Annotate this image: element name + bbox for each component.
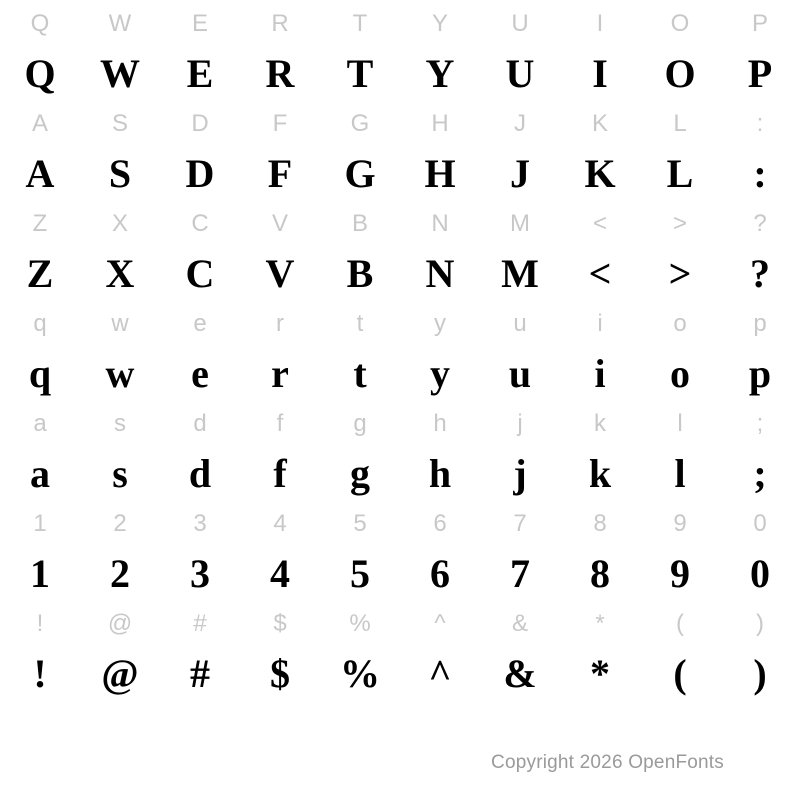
glyph-label-row	[0, 4, 800, 44]
glyph-sample-cell: %	[340, 651, 380, 696]
glyph-sample-cell: w	[105, 351, 135, 396]
glyph-sample-cell: 1	[30, 551, 50, 596]
glyph-sample-cell: @	[101, 651, 139, 696]
glyph-label-cell: u	[513, 310, 527, 337]
glyph-label-cell: G	[350, 110, 370, 137]
glyph-label-cell: ^	[434, 610, 446, 637]
glyph-sample-cell: S	[108, 151, 132, 196]
glyph-label-cell: y	[434, 310, 446, 337]
glyph-label-cell: 1	[33, 510, 47, 537]
glyph-label-cell: >	[672, 210, 687, 237]
glyph-sample-cell: g	[350, 451, 370, 496]
glyph-sample-cell: ^	[428, 651, 452, 696]
glyph-sample-cell: V	[265, 251, 295, 296]
glyph-sample-cell: j	[513, 451, 527, 496]
glyph-label-cell: &	[511, 610, 528, 637]
glyph-label-cell: <	[592, 210, 607, 237]
glyph-sample-cell: 4	[270, 551, 290, 596]
glyph-sample-cell: k	[588, 451, 612, 496]
glyph-sample-cell: t	[353, 351, 367, 396]
glyph-label-cell: S	[111, 110, 128, 137]
glyph-sample-cell: 2	[110, 551, 130, 596]
glyph-sample-cell: Y	[425, 51, 455, 96]
glyph-sample-cell: $	[270, 651, 290, 696]
glyph-label-cell: 4	[273, 510, 287, 537]
glyph-sample-cell: s	[112, 451, 128, 496]
glyph-sample-cell: *	[590, 651, 610, 696]
glyph-sample-cell: 5	[350, 551, 370, 596]
glyph-sample-cell: f	[273, 451, 287, 496]
glyph-label-row	[0, 304, 800, 344]
glyph-sample-cell: o	[670, 351, 690, 396]
glyph-label-cell: w	[111, 310, 129, 337]
glyph-sample-cell: H	[424, 151, 456, 196]
glyph-sample-cell: R	[265, 51, 295, 96]
glyph-sample-cell: )	[753, 651, 767, 696]
glyph-label-cell: Q	[30, 10, 50, 37]
glyph-sample-cell: O	[664, 51, 696, 96]
glyph-sample-cell: a	[30, 451, 50, 496]
glyph-sample-cell: B	[346, 251, 374, 296]
glyph-label-cell: W	[108, 10, 132, 37]
glyph-label-cell: L	[673, 110, 687, 137]
glyph-sample-row	[0, 644, 800, 704]
glyph-sample-row	[0, 444, 800, 504]
glyph-sample-row	[0, 544, 800, 604]
glyph-sample-cell: P	[747, 51, 773, 96]
glyph-label-cell: E	[191, 10, 208, 37]
glyph-sample-cell: d	[188, 451, 212, 496]
glyph-label-cell: (	[676, 610, 684, 637]
glyph-label-cell: 5	[353, 510, 367, 537]
glyph-label-cell: f	[276, 410, 284, 437]
glyph-sample-row	[0, 44, 800, 104]
glyph-label-cell: a	[33, 410, 47, 437]
glyph-label-cell: r	[276, 310, 284, 337]
glyph-sample-cell: A	[25, 151, 55, 196]
glyph-label-cell: U	[511, 10, 529, 37]
glyph-label-cell: R	[271, 10, 289, 37]
glyph-label-cell: T	[352, 10, 368, 37]
glyph-label-cell: D	[191, 110, 209, 137]
glyph-label-cell: d	[193, 410, 207, 437]
glyph-sample-cell: L	[666, 151, 694, 196]
glyph-label-cell: V	[271, 210, 288, 237]
glyph-sample-row	[0, 244, 800, 304]
glyph-label-cell: F	[272, 110, 288, 137]
glyph-label-cell: $	[273, 610, 287, 637]
glyph-label-cell: l	[677, 410, 683, 437]
glyph-label-cell: 9	[673, 510, 687, 537]
glyph-label-cell: 0	[753, 510, 767, 537]
glyph-label-cell: !	[36, 610, 44, 637]
glyph-label-cell: i	[597, 310, 603, 337]
glyph-label-cell: H	[431, 110, 449, 137]
glyph-label-cell: A	[31, 110, 48, 137]
glyph-sample-cell: #	[190, 651, 210, 696]
glyph-label-cell: g	[353, 410, 367, 437]
glyph-label-cell: j	[517, 410, 523, 437]
glyph-label-cell: ?	[753, 210, 767, 237]
glyph-label-cell: o	[673, 310, 687, 337]
glyph-label-cell: ;	[756, 410, 764, 437]
copyright-notice: Copyright 2026 OpenFonts	[491, 752, 724, 773]
glyph-label-cell: %	[349, 610, 371, 637]
glyph-sample-cell: N	[425, 251, 455, 296]
glyph-label-cell: t	[356, 310, 364, 337]
glyph-sample-cell: M	[501, 251, 539, 296]
glyph-label-cell: @	[107, 610, 133, 637]
glyph-sample-row	[0, 344, 800, 404]
glyph-label-cell: 7	[513, 510, 527, 537]
glyph-label-cell: X	[111, 210, 128, 237]
glyph-label-cell: p	[753, 310, 767, 337]
glyph-sample-cell: u	[508, 351, 532, 396]
glyph-sample-cell: ?	[750, 251, 770, 296]
glyph-label-cell: I	[596, 10, 604, 37]
glyph-label-cell: q	[33, 310, 47, 337]
glyph-sample-cell: C	[185, 251, 215, 296]
glyph-label-cell: K	[591, 110, 608, 137]
glyph-sample-cell: 3	[190, 551, 210, 596]
glyph-label-cell: C	[191, 210, 209, 237]
glyph-sample-row	[0, 144, 800, 204]
glyph-sample-cell: 0	[750, 551, 770, 596]
glyph-label-cell: N	[431, 210, 449, 237]
glyph-sample-cell: Z	[26, 251, 54, 296]
glyph-label-cell: e	[193, 310, 207, 337]
glyph-label-row	[0, 404, 800, 444]
glyph-sample-cell: q	[28, 351, 52, 396]
glyph-label-cell: 6	[433, 510, 447, 537]
glyph-sample-cell: y	[430, 351, 450, 396]
glyph-sample-cell: &	[503, 651, 537, 696]
glyph-label-cell: *	[595, 610, 605, 637]
glyph-sample-cell: X	[105, 251, 135, 296]
glyph-label-cell: :	[756, 110, 764, 137]
glyph-label-cell: B	[351, 210, 368, 237]
glyph-sample-cell: W	[100, 51, 140, 96]
glyph-label-cell: Z	[32, 210, 48, 237]
glyph-label-cell: )	[756, 610, 764, 637]
glyph-sample-cell: :	[753, 151, 767, 196]
glyph-sample-cell: T	[346, 51, 374, 96]
glyph-label-cell: k	[594, 410, 606, 437]
glyph-label-cell: O	[670, 10, 690, 37]
glyph-label-row	[0, 104, 800, 144]
glyph-label-cell: P	[751, 10, 768, 37]
glyph-sample-cell: I	[592, 51, 608, 96]
glyph-sample-cell: i	[594, 351, 606, 396]
glyph-label-cell: Y	[431, 10, 448, 37]
glyph-sample-cell: p	[748, 351, 772, 396]
glyph-sample-cell: r	[271, 351, 289, 396]
glyph-sample-cell: e	[191, 351, 209, 396]
glyph-sample-cell: 9	[670, 551, 690, 596]
glyph-label-cell: s	[114, 410, 126, 437]
glyph-label-row	[0, 504, 800, 544]
glyph-sample-cell: l	[674, 451, 686, 496]
glyph-sample-cell: (	[673, 651, 687, 696]
glyph-label-cell: J	[514, 110, 526, 137]
glyph-label-cell: 8	[593, 510, 607, 537]
glyph-sample-cell: 8	[590, 551, 610, 596]
glyph-label-row	[0, 604, 800, 644]
glyph-label-cell: #	[193, 610, 207, 637]
glyph-sample-cell: Q	[24, 51, 56, 96]
glyph-sample-cell: 7	[510, 551, 530, 596]
glyph-sample-cell: ;	[753, 451, 767, 496]
glyph-sample-cell: !	[33, 651, 47, 696]
glyph-sample-cell: K	[584, 151, 616, 196]
glyph-sample-cell: J	[510, 151, 530, 196]
glyph-label-cell: 3	[193, 510, 207, 537]
glyph-sample-cell: <	[588, 251, 612, 296]
glyph-sample-cell: E	[186, 51, 214, 96]
glyph-sample-cell: F	[267, 151, 293, 196]
glyph-label-row	[0, 204, 800, 244]
glyph-label-cell: M	[510, 210, 530, 237]
glyph-sample-cell: G	[344, 151, 376, 196]
glyph-label-cell: h	[433, 410, 447, 437]
glyph-label-cell: 2	[113, 510, 127, 537]
glyph-sample-cell: D	[185, 151, 215, 196]
glyph-sample-cell: h	[428, 451, 452, 496]
glyph-sample-cell: >	[668, 251, 692, 296]
glyph-sample-cell: 6	[430, 551, 450, 596]
glyph-sample-cell: U	[505, 51, 535, 96]
